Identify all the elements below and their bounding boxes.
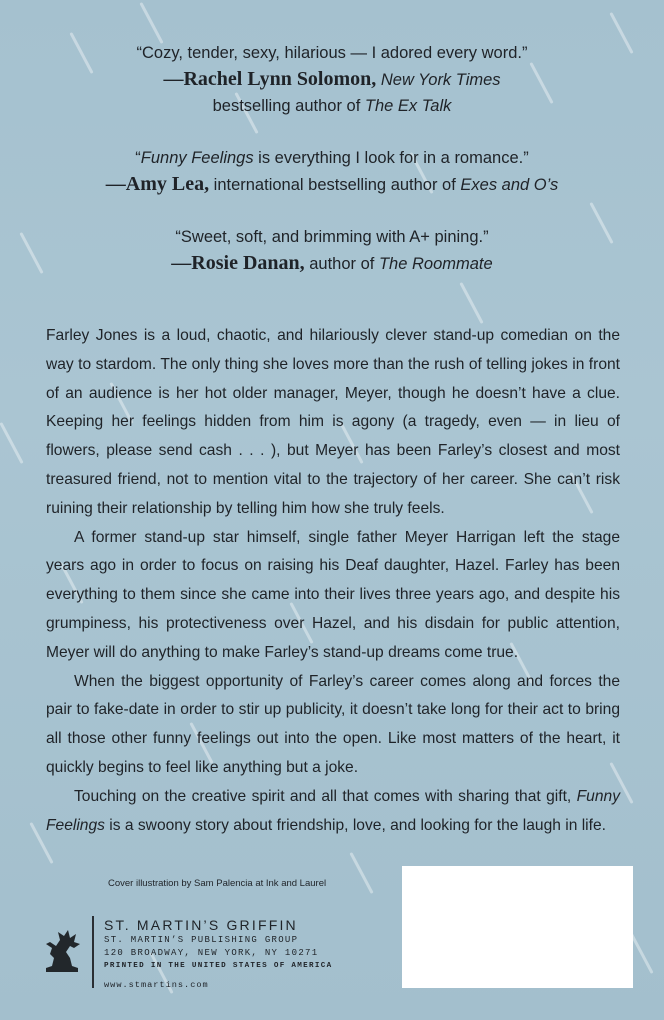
praise-blurbs xyxy=(0,40,664,303)
printed-in: PRINTED IN THE UNITED STATES OF AMERICA xyxy=(104,962,333,970)
blurb-lea xyxy=(0,145,664,198)
blurb-author: Rosie Danan, xyxy=(191,252,305,274)
publisher-group: ST. MARTIN’S PUBLISHING GROUP xyxy=(104,935,299,945)
publisher-address: 120 BROADWAY, NEW YORK, NY 10271 xyxy=(104,948,319,958)
publisher-name: ST. MARTIN’S GRIFFIN xyxy=(104,917,298,933)
blurb-quote: “Funny Feelings is everything I look for in a romance.” xyxy=(135,149,529,167)
book-description xyxy=(46,322,620,840)
cover-credit: Cover illustration by Sam Palencia at Ink and Laurel xyxy=(108,878,327,889)
blurb-attribution: —Rachel Lynn Solomon, New York Times xyxy=(163,68,501,90)
description-paragraph-2: A former stand-up star himself, single father Meyer Harrigan left the stage years ago in order to focus on raising his Deaf daughter, Hazel. Farley has been everything to them since she came into their lives three years ago, and despite his grumpiness, his protectiveness over Hazel, and his disdain for public attention, Meyer will do anything to make Farley’s stand-up dreams come true. xyxy=(46,528,620,661)
blurb-author: Rachel Lynn Solomon, xyxy=(183,68,377,90)
blurb-quote: “Cozy, tender, sexy, hilarious — I adored every word.” xyxy=(136,44,528,62)
blurb-author: Amy Lea, xyxy=(125,173,210,195)
blurb-credit: bestselling author of The Ex Talk xyxy=(212,97,452,115)
publisher-block xyxy=(104,916,332,990)
description-paragraph-1: Farley Jones is a loud, chaotic, and hilariously clever stand-up comedian on the way to stardom. The only thing she loves more than the rush of telling jokes in front of an audience is her hot older manager, Meyer, though he doesn’t have a clue. Keeping her feelings hidden from him is agony (a tragedy, even — in lieu of flowers, please send cash . . . ), but Meyer has been Farley’s closest and most treasured friend, not to mention vital to the trajectory of her career. She can’t risk ruining their relationship by telling him how she truly feels. xyxy=(46,327,620,517)
blurb-attribution: —Amy Lea, international bestselling author of Exes and O’s xyxy=(105,173,559,195)
blurb-quote: “Sweet, soft, and brimming with A+ pining.” xyxy=(175,228,489,246)
description-paragraph-3: When the biggest opportunity of Farley’s career comes along and forces the pair to fake-date in order to stir up publicity, it doesn’t take long for their act to bring all those other funny feelings out into the open. Like most matters of the heart, it quickly begins to feel like anything but a joke. xyxy=(46,672,620,776)
publisher-website[interactable]: www.stmartins.com xyxy=(104,980,209,990)
publisher-divider xyxy=(92,916,94,988)
blurb-publication: New York Times xyxy=(380,71,501,89)
blurb-danan xyxy=(0,224,664,277)
blurb-attribution: —Rosie Danan, author of The Roommate xyxy=(171,252,493,274)
description-paragraph-4: Touching on the creative spirit and all that comes with sharing that gift, Funny Feelings is a swoony story about friendship, love, and looking for the laugh in life. xyxy=(46,787,620,834)
barcode-box xyxy=(402,866,633,988)
blurb-solomon xyxy=(0,40,664,119)
griffin-logo-icon xyxy=(40,928,84,974)
